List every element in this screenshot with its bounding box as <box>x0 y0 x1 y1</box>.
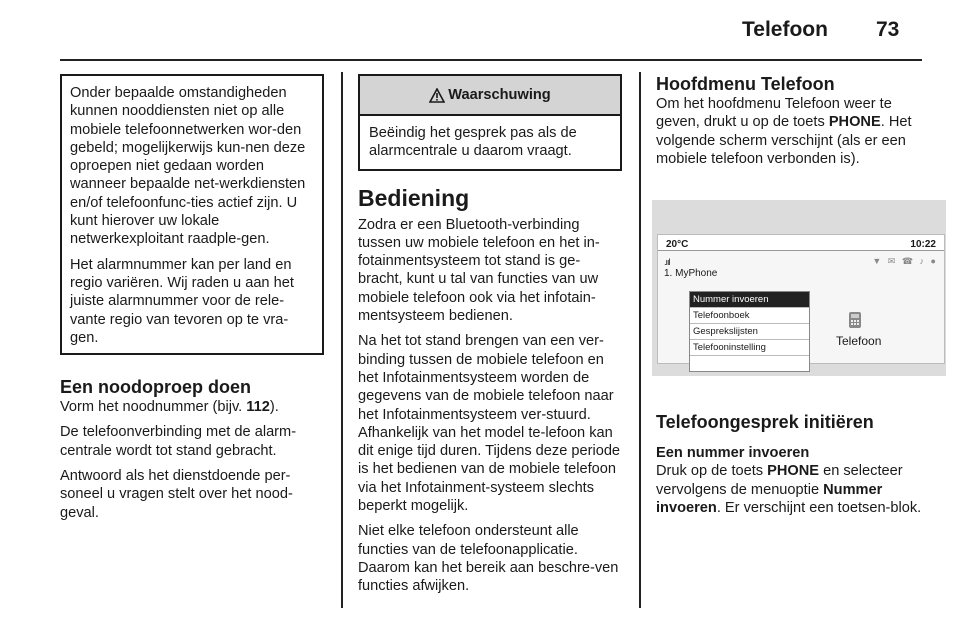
paragraph-main-menu: Om het hoofdmenu Telefoon weer te geven, drukt u op de toets PHONE. Het volgende scherm verschijnt (als er een mobiele telefoon verbonden is). <box>656 96 912 167</box>
notice-box <box>60 74 324 355</box>
screen-status-bar <box>658 235 944 251</box>
menu-item-empty <box>690 356 809 371</box>
paragraph-functions: Niet elke telefoon ondersteunt alle functies van de telefoonapplicatie. Daarom kan het bereik aan beschre-ven functies afwijken. <box>358 523 619 595</box>
header-rule <box>60 59 922 61</box>
paragraph-connection: De telefoonverbinding met de alarm-centrale wordt tot stand gebracht. <box>60 424 297 459</box>
screen-time: 10:22 <box>910 239 936 251</box>
warning-box <box>358 74 622 171</box>
warning-header <box>360 76 620 116</box>
page-number: 73 <box>876 18 900 41</box>
infotainment-screen <box>657 234 945 364</box>
screen-phone-label: Telefoon <box>836 334 882 349</box>
warning-text: Beëindig het gesprek pas als de alarmcentrale u daarom vraagt. <box>369 125 577 160</box>
subheading-enter-number: Een nummer invoeren <box>656 445 810 462</box>
signal-strength-icon: .ııl <box>664 257 670 268</box>
menu-item-phone-settings[interactable]: Telefooninstelling <box>690 340 809 356</box>
status-icons: ▼ ✉ ☎ ♪ ● <box>872 256 938 267</box>
heading-main-menu-phone: Hoofdmenu Telefoon <box>656 74 835 94</box>
paragraph-enter-number: Druk op de toets PHONE en selecteer vervolgens de menuoptie Nummer invoeren. Er verschijnt een toetsen-blok. <box>656 463 922 517</box>
phone-keypad-icon <box>848 311 862 329</box>
section-title-initiate-call: Telefoongesprek initiëren <box>656 412 874 433</box>
column-1 <box>60 74 324 529</box>
paragraph-dial-number: Vorm het noodnummer (bijv. 112). <box>60 399 279 416</box>
page-header-title: Telefoon <box>742 18 828 41</box>
warning-title: Waarschuwing <box>448 86 551 103</box>
column-divider-2 <box>639 72 641 608</box>
heading-bediening: Bediening <box>358 184 470 211</box>
column-divider-1 <box>341 72 343 608</box>
notice-paragraph-1: Onder bepaalde omstandigheden kunnen nooddiensten niet op alle mobiele telefoonnetwerken wor-den gebeld; mogelijkerwijs kun-nen deze oproepen niet gedaan worden wanneer bepaalde net-werkdiensten en/of telefoonfunc-ties actief zijn. U kunt hierover uw lokale netwerkexploitant raadple-gen. <box>70 85 306 248</box>
phone-menu <box>689 291 810 372</box>
warning-icon <box>429 88 445 103</box>
paragraph-answer: Antwoord als het dienstdoende per-soneel u vragen stelt over het nood-geval. <box>60 468 293 521</box>
phone-screen-figure <box>652 200 946 376</box>
menu-item-call-lists[interactable]: Gesprekslijsten <box>690 324 809 340</box>
paragraph-bluetooth: Zodra er een Bluetooth-verbinding tussen uw mobiele telefoon en het in-fotainmentsysteem tot stand is ge-bracht, kunt u tal van functies van uw mobiele telefoon ook via het infotain-mentsysteem bedienen. <box>358 216 600 325</box>
screen-temperature: 20°C <box>666 239 689 251</box>
screen-phone-name: 1. MyPhone <box>664 268 718 280</box>
column-2 <box>358 74 622 603</box>
column-3 <box>656 74 938 524</box>
notice-paragraph-2: Het alarmnummer kan per land en regio variëren. Wij raden u aan het juiste alarmnummer voor de rele-vante regio van tevoren op te vra-gen. <box>70 256 294 346</box>
menu-item-enter-number[interactable]: Nummer invoeren <box>690 292 809 308</box>
section-title-emergency-call: Een noodoproep doen <box>60 377 251 398</box>
paragraph-data-transfer: Na het tot stand brengen van een ver-binding tussen de mobiele telefoon en het Infotainmentsysteem worden de gegevens van de mobiele telefoon naar het Infotainmentsysteem ver-stuurd. Afhankelijk van het model te-lefoon kan dit enige tijd duren. Tijdens deze periode is het bedienen van de mobiele telefoon via het Infotainment-systeem slechts beperkt mogelijk. <box>358 333 621 515</box>
menu-item-phonebook[interactable]: Telefoonboek <box>690 308 809 324</box>
